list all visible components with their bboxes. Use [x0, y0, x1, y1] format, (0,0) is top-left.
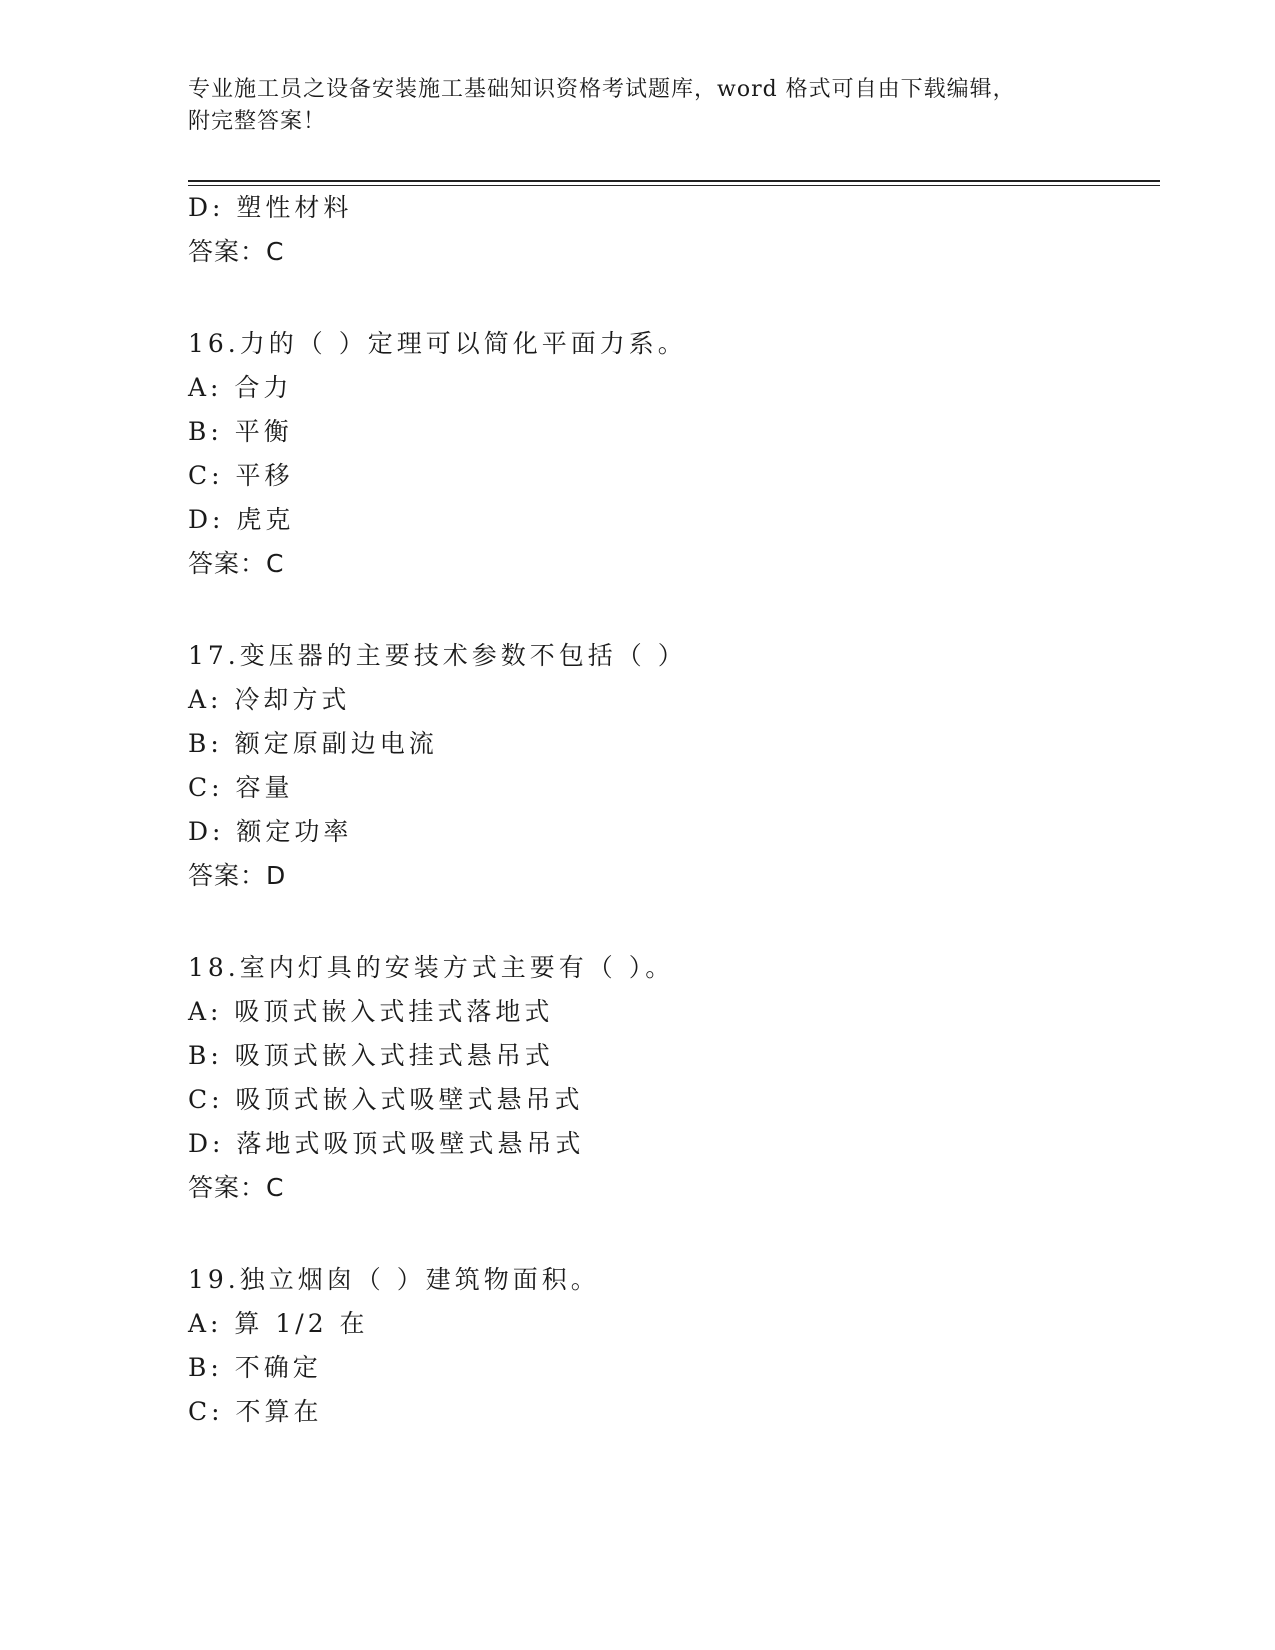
- header-divider-thick: [188, 180, 1160, 182]
- question-16-option-a: A: 合力: [188, 373, 293, 402]
- question-19-stem: 19.独立烟囱（ ）建筑物面积。: [188, 1265, 600, 1294]
- header-line-1: 专业施工员之设备安装施工基础知识资格考试题库，word 格式可自由下载编辑，: [188, 77, 1016, 102]
- question-16-answer: 答案：C: [188, 549, 285, 578]
- question-16-option-d: D: 虎克: [188, 505, 295, 534]
- carryover-option-d: D: 塑性材料: [188, 193, 353, 222]
- question-16-option-b: B: 平衡: [188, 417, 293, 446]
- question-18-option-d: D: 落地式吸顶式吸壁式悬吊式: [188, 1129, 585, 1158]
- question-18-stem: 18.室内灯具的安装方式主要有（ ）。: [188, 953, 675, 982]
- question-16-stem: 16.力的（ ）定理可以简化平面力系。: [188, 329, 687, 358]
- question-18-answer: 答案：C: [188, 1173, 285, 1202]
- question-17-stem: 17.变压器的主要技术参数不包括（ ）: [188, 641, 687, 670]
- question-18-option-b: B: 吸顶式嵌入式挂式悬吊式: [188, 1041, 554, 1070]
- question-17-option-b: B: 额定原副边电流: [188, 729, 438, 758]
- question-19-option-b: B: 不确定: [188, 1353, 322, 1382]
- carryover-answer: 答案：C: [188, 237, 285, 266]
- header-divider-thin: [188, 185, 1160, 186]
- document-header: [188, 74, 1088, 138]
- question-17-option-a: A: 冷却方式: [188, 685, 351, 714]
- question-19-option-c: C: 不算在: [188, 1397, 323, 1426]
- header-line-2: 附完整答案！: [188, 109, 327, 134]
- question-17-answer: 答案：D: [188, 861, 287, 890]
- question-19-option-a: A: 算 1/2 在: [188, 1309, 369, 1338]
- question-17-option-d: D: 额定功率: [188, 817, 353, 846]
- question-16-option-c: C: 平移: [188, 461, 294, 490]
- question-18-option-a: A: 吸顶式嵌入式挂式落地式: [188, 997, 554, 1026]
- question-17-option-c: C: 容量: [188, 773, 294, 802]
- question-18-option-c: C: 吸顶式嵌入式吸壁式悬吊式: [188, 1085, 584, 1114]
